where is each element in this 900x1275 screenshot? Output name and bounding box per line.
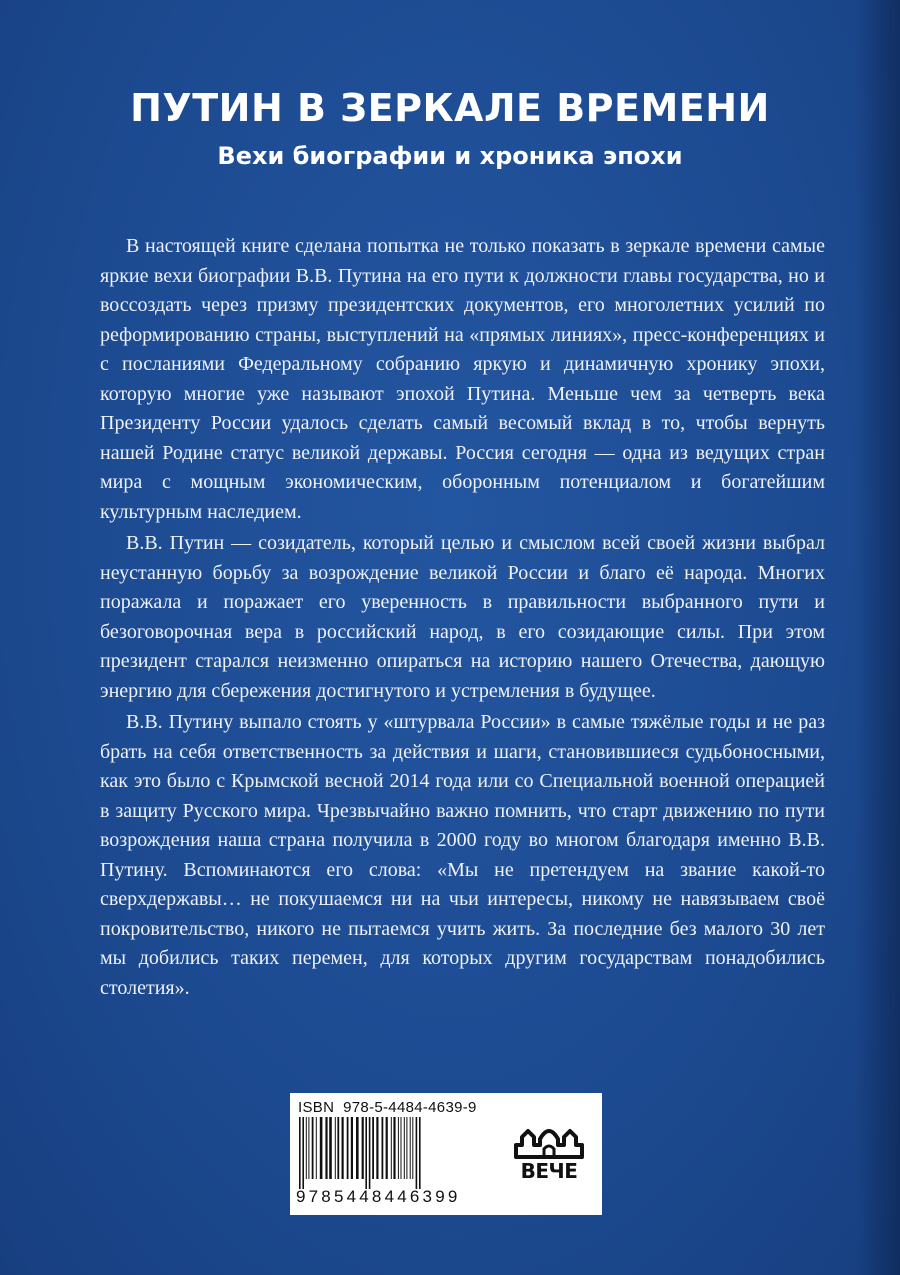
isbn-label: ISBN 978-5-4484-4639-9 — [298, 1099, 477, 1116]
barcode-icon — [298, 1117, 494, 1189]
annotation-paragraph: В настоящей книге сделана попытка не только показать в зеркале времени самые яркие вехи биографии В.В. Путина на его пути к должности главы государства, но и воссоздать через призму президентских документов, его многолетних усилий по реформированию страны, выступлений на «прямых линиях», пресс-конференциях и с посланиями Федеральному собранию яркую и динамичную хронику эпохи, которую многие уже называют эпохой Путина. Меньше чем за четверть века Президенту России удалось сделать самый весомый вклад в то, чтобы вернуть нашей Родине статус великой державы. Россия сегодня — одна из ведущих стран мира с мощным экономическим, оборонным потенциалом и богатейшим культурным наследием. — [100, 235, 825, 523]
annotation-paragraph: В.В. Путину выпало стоять у «штурвала России» в самые тяжёлые годы и не раз брать на себя ответственность за действия и шаги, становившиеся судьбоносными, как это было с Крымской весной 2014 года или со Специальной военной операцией в защиту Русского мира. Чрезвычайно важно помнить, что старт движению по пути возрождения наша страна получила в 2000 году во многом благодаря именно В.В. Путину. Вспоминаются его слова: «Мы не претендуем на звание какой-то сверхдержавы… не покушаемся ни на чьи интересы, никому не навязываем своё покровительство, никого не пытаемся учить жить. За последние без малого 30 лет мы добились таких перемен, для которых другим государствам понадобились столетия». — [100, 711, 825, 999]
barcode-panel — [290, 1093, 602, 1215]
annotation-paragraph: В.В. Путин — созидатель, который целью и смыслом всей своей жизни выбрал неустанную борьбу за возрождение великой России и благо её народа. Многих поражала и поражает его уверенность в правильности выбранного пути и безоговорочная вера в российский народ, в его созидающие силы. При этом президент старался неизменно опираться на историю нашего Отечества, дающую энергию для сбережения достигнутого и устремления в будущее. — [100, 532, 825, 702]
book-subtitle: Вехи биографии и хроника эпохи — [217, 142, 683, 170]
barcode-digits: 9785448446399 — [296, 1187, 461, 1206]
annotation-text — [100, 232, 825, 1005]
book-title: ПУТИН В ЗЕРКАЛЕ ВРЕМЕНИ — [130, 86, 770, 130]
publisher-logo-text: ВЕЧЕ — [520, 1159, 578, 1183]
spine-edge — [856, 0, 900, 1275]
